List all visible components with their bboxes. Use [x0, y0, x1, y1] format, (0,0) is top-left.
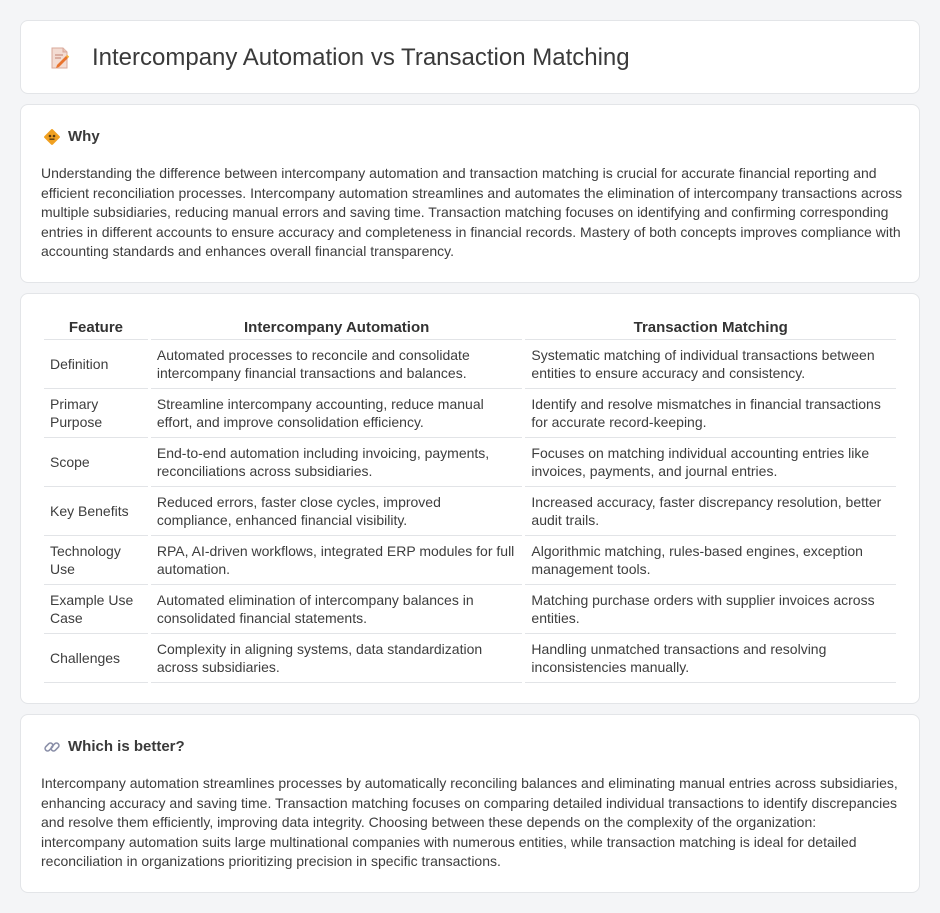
table-row: [44, 487, 896, 536]
feature-cell: Definition: [44, 340, 148, 389]
column-header-matching: Transaction Matching: [525, 316, 896, 340]
table-header-row: [44, 316, 896, 340]
table-row: [44, 340, 896, 389]
intercompany-cell: End-to-end automation including invoicing, payments, reconciliations across subsidiaries.: [151, 438, 523, 487]
page-title: Intercompany Automation vs Transaction Matching: [92, 44, 630, 71]
feature-cell: Example Use Case: [44, 585, 148, 634]
matching-cell: Matching purchase orders with supplier invoices across entities.: [525, 585, 896, 634]
table-row: [44, 536, 896, 585]
comparison-card: [20, 293, 920, 704]
intercompany-cell: Reduced errors, faster close cycles, improved compliance, enhanced financial visibility.: [151, 487, 523, 536]
document-pencil-icon: [48, 46, 72, 70]
better-paragraph: Intercompany automation streamlines processes by automatically reconciling balances and eliminating manual entries across subsidiaries, enhancing accuracy and saving time. Transaction matching focuses on comparing detailed individual transactions to identify discrepancies and resolve them efficiently, improving data integrity. Choosing between these depends on the complexity of the organization: intercompany automation suits large multinational companies with numerous entities, while transaction matching is ideal for detailed reconciliation in organizations prioritizing precision in specific transactions.: [41, 775, 898, 869]
link-icon: [43, 738, 61, 756]
feature-cell: Primary Purpose: [44, 389, 148, 438]
intercompany-cell: Automated processes to reconcile and consolidate intercompany financial transactions and balances.: [151, 340, 523, 389]
column-header-feature: Feature: [44, 316, 148, 340]
matching-cell: Identify and resolve mismatches in financial transactions for accurate record-keeping.: [525, 389, 896, 438]
diamond-sign-icon: [43, 128, 61, 146]
better-heading: Which is better?: [68, 738, 185, 755]
feature-cell: Key Benefits: [44, 487, 148, 536]
table-row: [44, 585, 896, 634]
intercompany-cell: Automated elimination of intercompany balances in consolidated financial statements.: [151, 585, 523, 634]
column-header-intercompany: Intercompany Automation: [151, 316, 523, 340]
table-row: [44, 634, 896, 683]
feature-cell: Scope: [44, 438, 148, 487]
why-paragraph: Understanding the difference between intercompany automation and transaction matching is crucial for accurate financial reporting and efficient reconciliation processes. Intercompany automation streamlines and automates the elimination of intercompany transactions across multiple subsidiaries, reducing manual errors and saving time. Transaction matching focuses on identifying and confirming corresponding entries in different accounts to ensure accuracy and completeness in financial records. Mastery of both concepts improves compliance with accounting standards and enhances overall financial transparency.: [41, 165, 903, 259]
matching-cell: Increased accuracy, faster discrepancy resolution, better audit trails.: [525, 487, 896, 536]
header-card: [20, 20, 920, 94]
matching-cell: Handling unmatched transactions and resolving inconsistencies manually.: [525, 634, 896, 683]
matching-cell: Focuses on matching individual accounting entries like invoices, payments, and journal entries.: [525, 438, 896, 487]
feature-cell: Challenges: [44, 634, 148, 683]
better-section: [20, 714, 920, 893]
table-row: [44, 389, 896, 438]
intercompany-cell: Complexity in aligning systems, data standardization across subsidiaries.: [151, 634, 523, 683]
matching-cell: Algorithmic matching, rules-based engines, exception management tools.: [525, 536, 896, 585]
comparison-table: [41, 316, 899, 683]
why-heading: Why: [68, 128, 100, 145]
matching-cell: Systematic matching of individual transactions between entities to ensure accuracy and consistency.: [525, 340, 896, 389]
table-row: [44, 438, 896, 487]
intercompany-cell: RPA, AI-driven workflows, integrated ERP modules for full automation.: [151, 536, 523, 585]
feature-cell: Technology Use: [44, 536, 148, 585]
why-section: [20, 104, 920, 283]
intercompany-cell: Streamline intercompany accounting, reduce manual effort, and improve consolidation efficiency.: [151, 389, 523, 438]
